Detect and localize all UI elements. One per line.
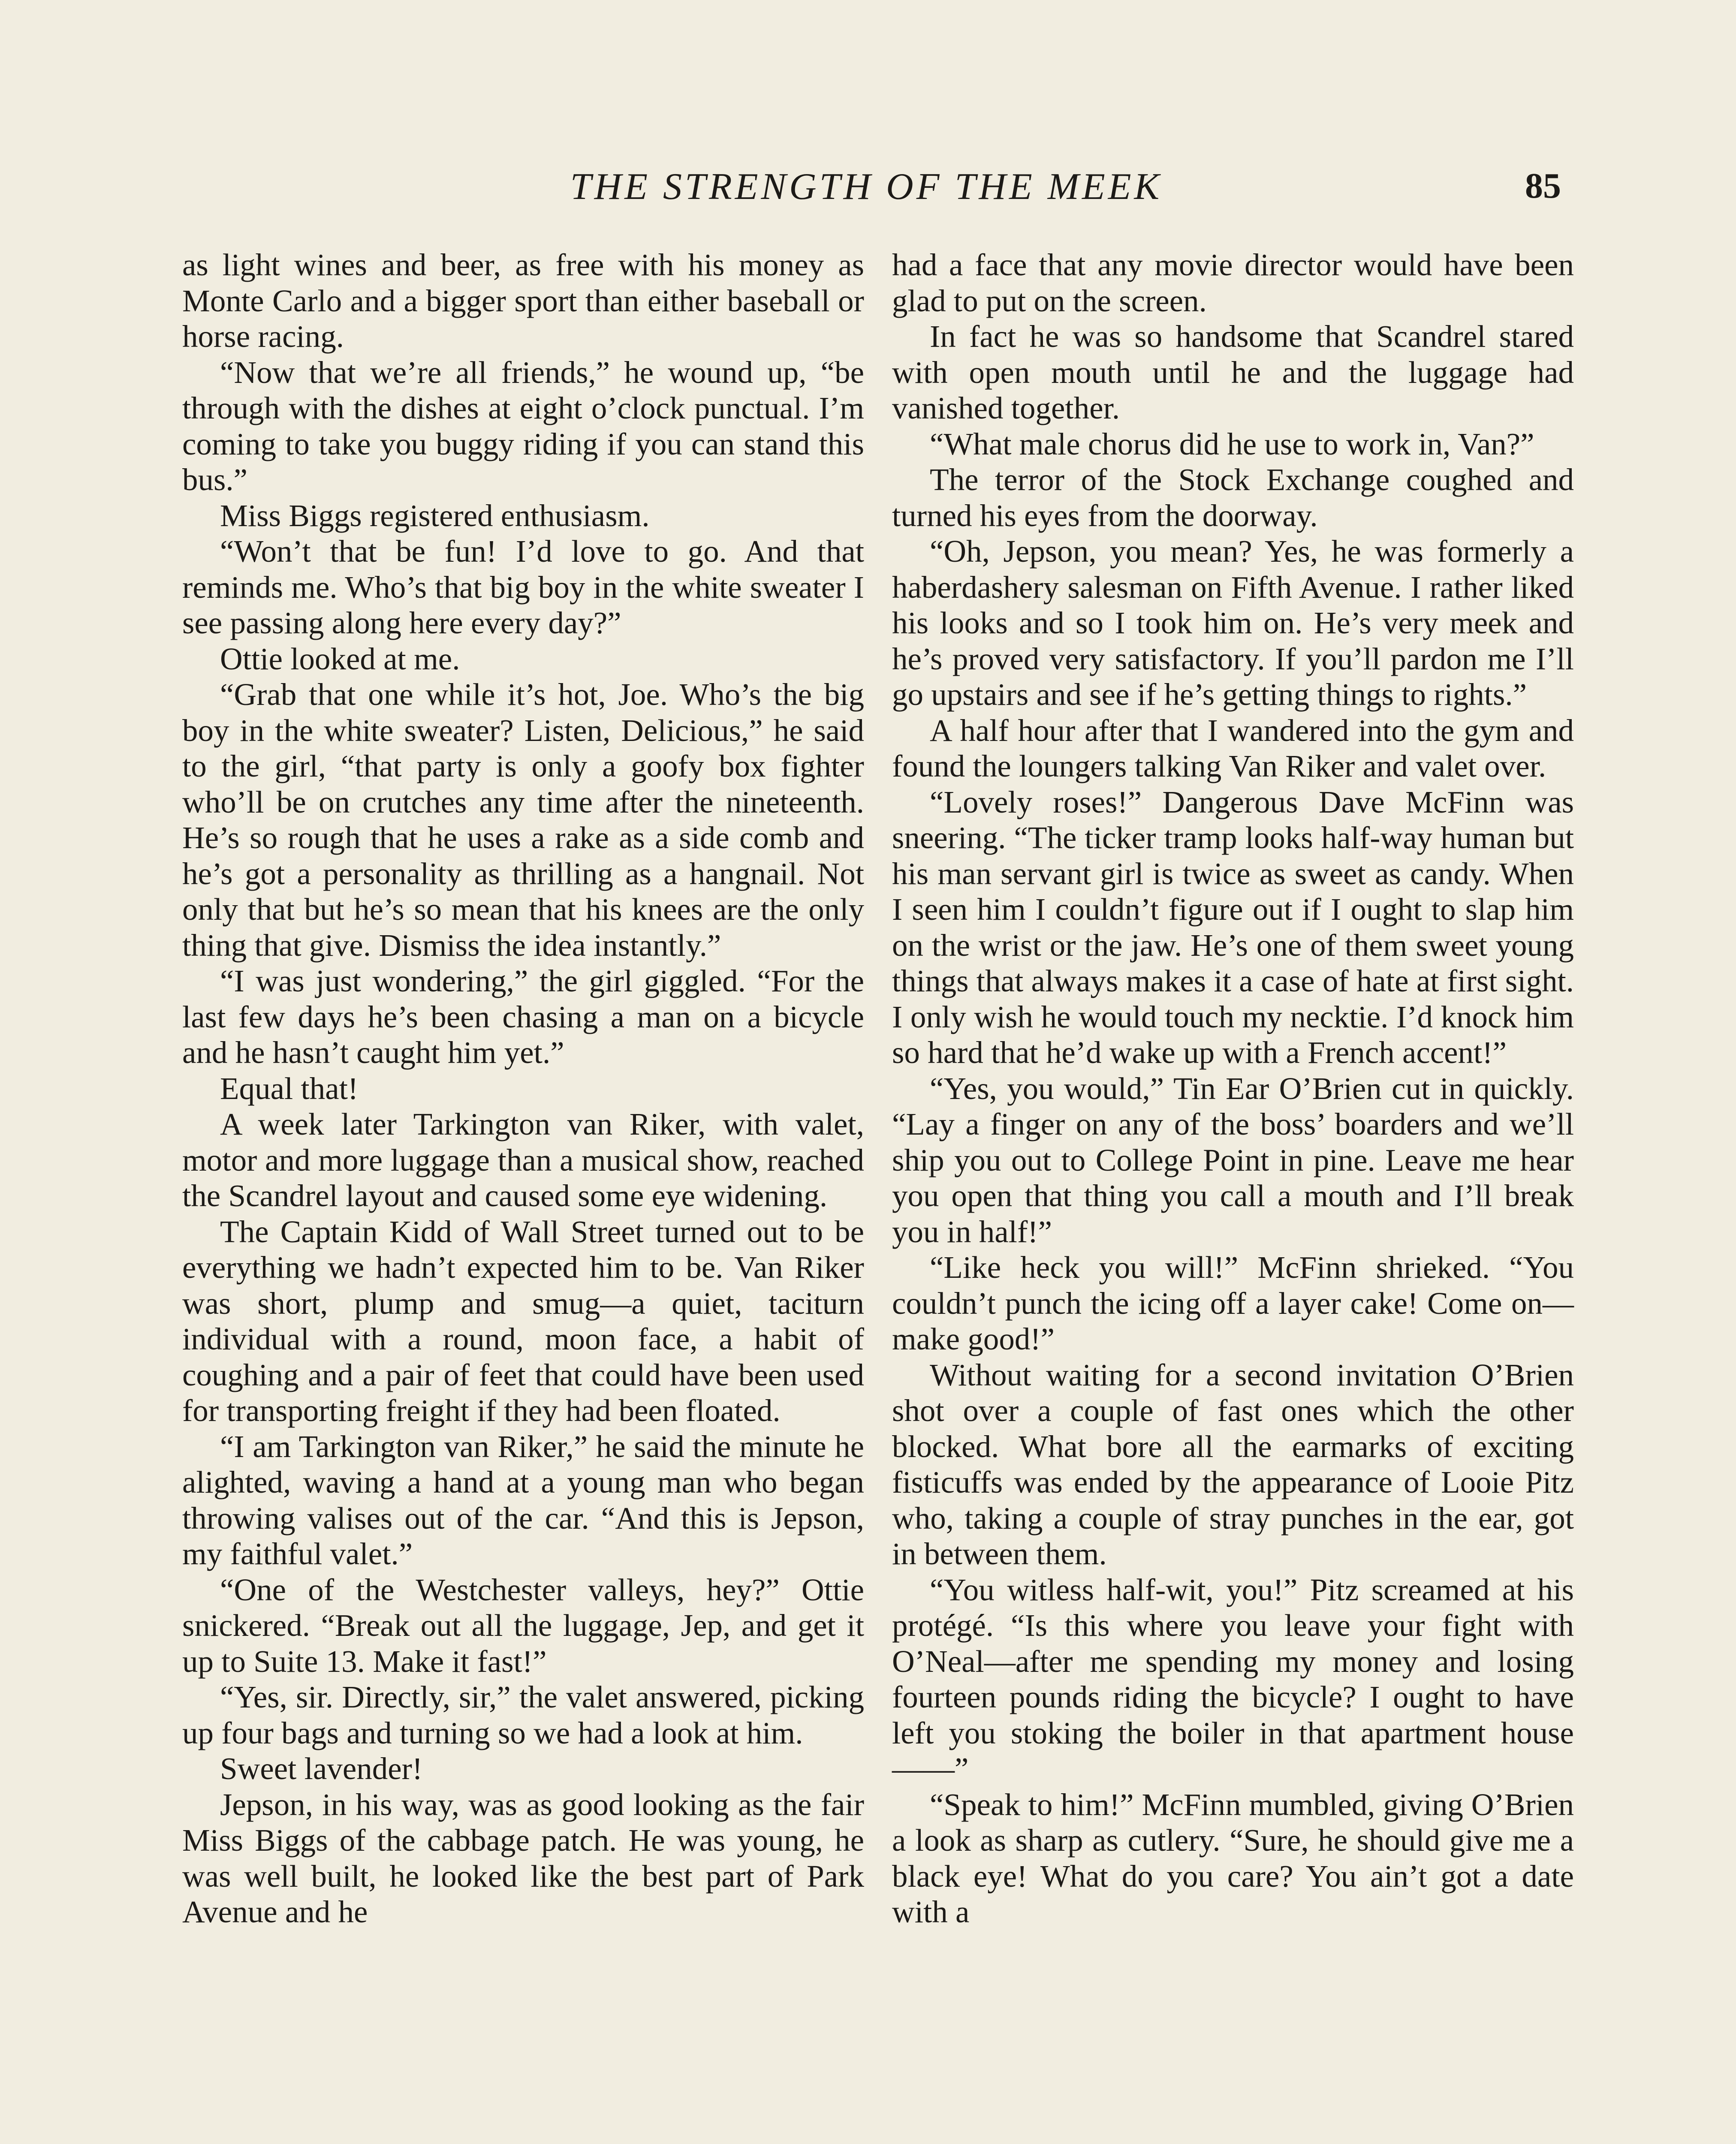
paragraph: “Oh, Jepson, you mean? Yes, he was formerly a haberdashery salesman on Fifth Avenue. I rather liked his looks and so I took him on. He’s very meek and he’s proved very satisfactory. If you’ll pardon me I’ll go upstairs and see if he’s getting things to rights.” (892, 534, 1574, 712)
running-title: THE STRENGTH OF THE MEEK (570, 166, 1163, 208)
paragraph: Ottie looked at me. (220, 641, 460, 676)
running-header (172, 165, 1561, 217)
paragraph: “I was just wondering,” the girl giggled. “For the last few days he’s been chasing a man on a bicycle and he hasn’t caught him yet.” (182, 964, 864, 1070)
paragraph: The Captain Kidd of Wall Street turned out to be everything we hadn’t expected him to be. Van Riker was short, plump and smug—a quiet, taciturn individual with a round, moon face, a habit of coughing and a pair of feet that could have been used for transporting freight if they had been floated. (182, 1214, 864, 1428)
paragraph: Sweet lavender! (220, 1751, 423, 1786)
paragraph: “Yes, sir. Directly, sir,” the valet answered, picking up four bags and turning so we had a look at him. (182, 1680, 864, 1750)
paragraph: “One of the Westchester valleys, hey?” Ottie snickered. “Break out all the luggage, Jep, and get it up to Suite 13. Make it fast!” (182, 1572, 864, 1679)
paragraph: “Grab that one while it’s hot, Joe. Who’s the big boy in the white sweater? Listen, Delicious,” he said to the girl, “that party is only a goofy box fighter who’ll be on crutches any time after the nineteenth. He’s so rough that he uses a rake as a side comb and he’s got a personality as thrilling as a hangnail. Not only that but he’s so mean that his knees are the only thing that give. Dismiss the idea instantly.” (182, 677, 864, 963)
paragraph: In fact he was so handsome that Scandrel stared with open mouth until he and the luggage had vanished together. (892, 319, 1574, 425)
right-column (892, 247, 1574, 1930)
paragraph: “Won’t that be fun! I’d love to go. And that reminds me. Who’s that big boy in the white sweater I see passing along here every day?” (182, 534, 864, 640)
paragraph: “Yes, you would,” Tin Ear O’Brien cut in quickly. “Lay a finger on any of the boss’ boarders and we’ll ship you out to College Point in pine. Leave me hear you open that thing you call a mouth and I’ll break you in half!” (892, 1071, 1574, 1249)
paragraph: “Speak to him!” McFinn mumbled, giving O’Brien a look as sharp as cutlery. “Sure, he should give me a black eye! What do you care? You ain’t got a date with a (892, 1787, 1574, 1929)
paragraph: A half hour after that I wandered into the gym and found the loungers talking Van Riker and valet over. (892, 713, 1574, 783)
paragraph: had a face that any movie director would have been glad to put on the screen. (892, 247, 1574, 318)
paragraph: as light wines and beer, as free with his money as Monte Carlo and a bigger sport than either baseball or horse racing. (182, 247, 864, 354)
paragraph: “Like heck you will!” McFinn shrieked. “You couldn’t punch the icing off a layer cake! Come on—make good!” (892, 1250, 1574, 1356)
paragraph: Jepson, in his way, was as good looking as the fair Miss Biggs of the cabbage patch. He was young, he was well built, he looked like the best part of Park Avenue and he (182, 1787, 864, 1929)
paragraph: “What male chorus did he use to work in, Van?” (930, 426, 1534, 461)
paragraph: The terror of the Stock Exchange coughed and turned his eyes from the doorway. (892, 462, 1574, 533)
paragraph: Miss Biggs registered enthusiasm. (220, 498, 650, 533)
left-column (182, 247, 864, 1930)
paragraph: A week later Tarkington van Riker, with valet, motor and more luggage than a musical show, reached the Scandrel layout and caused some eye widening. (182, 1107, 864, 1213)
paragraph: “Lovely roses!” Dangerous Dave McFinn was sneering. “The ticker tramp looks half-way human but his man servant girl is twice as sweet as candy. When I seen him I couldn’t figure out if I ought to slap him on the wrist or the jaw. He’s one of them sweet young things that always makes it a case of hate at first sight. I only wish he would touch my necktie. I’d knock him so hard that he’d wake up with a French accent!” (892, 784, 1574, 1070)
paragraph: “You witless half-wit, you!” Pitz screamed at his protégé. “Is this where you leave your fight with O’Neal—after me spending my money and losing fourteen pounds riding the bicycle? I ought to have left you stoking the boiler in that apartment house——” (892, 1572, 1574, 1786)
paragraph: “I am Tarkington van Riker,” he said the minute he alighted, waving a hand at a young man who began throwing valises out of the car. “And this is Jepson, my faithful valet.” (182, 1429, 864, 1571)
paragraph: Equal that! (220, 1071, 359, 1106)
page-number: 85 (1525, 166, 1561, 206)
paragraph: Without waiting for a second invitation O’Brien shot over a couple of fast ones which the other blocked. What bore all the earmarks of exciting fisticuffs was ended by the appearance of Looie Pitz who, taking a couple of stray punches in the ear, got in between them. (892, 1357, 1574, 1571)
paragraph: “Now that we’re all friends,” he wound up, “be through with the dishes at eight o’clock punctual. I’m coming to take you buggy riding if you can stand this bus.” (182, 355, 864, 497)
